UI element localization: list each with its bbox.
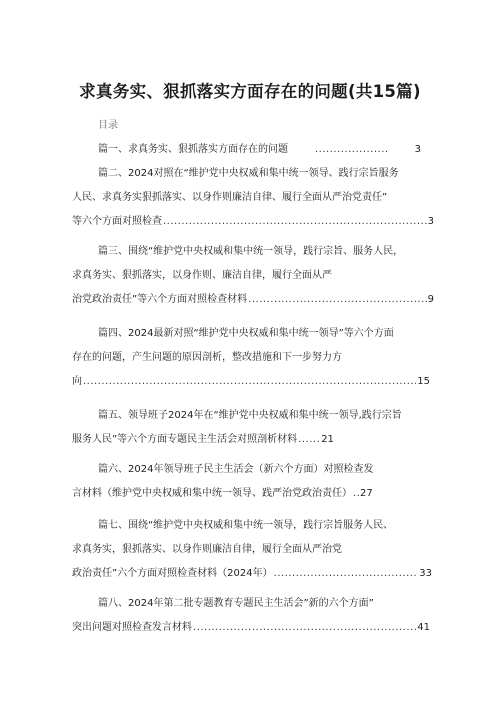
- toc-entry-line: 篇八、2024年第二批专题教育专题民主生活会”新的六个方面”: [98, 598, 374, 609]
- dot-leader: [163, 210, 427, 234]
- toc-entry-4[interactable]: [72, 322, 432, 394]
- document-title: 求真务实、狠抓落实方面存在的问题(共15篇): [79, 82, 421, 101]
- toc-entry-line: 篇六、2024年领导班子民主生活会（新六个方面）对照检查发: [98, 464, 374, 475]
- toc-entry-line: [72, 210, 434, 234]
- toc-page-number: 33: [419, 568, 432, 579]
- toc-entry-text: 服务人民”等六个方面专题民主生活会对照剖析材料: [72, 434, 298, 445]
- toc-entry-line: [72, 428, 432, 452]
- toc-entry-line: [72, 288, 434, 312]
- dot-leader: [248, 288, 426, 312]
- toc-entry-text: 篇一、求真务实、狠抓落实方面存在的问题: [98, 144, 288, 155]
- toc-entry-line: 求真务实，狠抓落实、以身作则廉洁自律，履行全面从严治党: [72, 544, 342, 555]
- toc-entry-line: [72, 616, 430, 640]
- toc-entry-text: 治党政治责任”等六个方面对照检查材料: [72, 294, 248, 305]
- toc-page-number: 21: [321, 434, 334, 445]
- toc-entry-5[interactable]: [72, 404, 432, 452]
- toc-page-number: 27: [360, 488, 373, 499]
- dot-leader: [353, 482, 359, 506]
- toc-entry-7[interactable]: [72, 514, 432, 586]
- toc-entry-line: [72, 482, 432, 506]
- toc-heading: 目录: [98, 120, 118, 131]
- toc-entry-line: [72, 138, 421, 162]
- dot-leader: [83, 370, 416, 394]
- dot-leader: [274, 562, 419, 586]
- toc-entry-6[interactable]: [72, 458, 432, 506]
- toc-entry-text: 政治责任”六个方面对照检查材料（2024年）: [72, 568, 273, 579]
- toc-page-number: 15: [417, 376, 430, 387]
- toc-entry-line: 篇二、2024对照在“维护党中央权威和集中统一领导、践行宗旨服务: [98, 168, 399, 179]
- toc-page-number: 3: [414, 144, 421, 155]
- toc-page-number: 3: [427, 216, 434, 227]
- toc-entry-3[interactable]: [72, 240, 432, 312]
- toc-entry-line: [72, 370, 430, 394]
- toc-entry-line: 求真务实、狠抓落实，以身作则、廉洁自律，履行全面从严: [72, 270, 332, 281]
- toc-entry-1[interactable]: [72, 138, 432, 162]
- dot-leader: [298, 428, 320, 452]
- toc-page-number: 41: [417, 622, 430, 633]
- toc-entry-line: 人民、求真务实狠抓落实、以身作则廉洁自律、履行全面从严治党责任”: [72, 192, 388, 203]
- toc-entry-line: 篇七、围绕“维护党中央权威和集中统一领导，践行宗旨服务人民、: [98, 520, 394, 531]
- toc-page-number: 9: [427, 294, 434, 305]
- toc-entry-2[interactable]: [72, 162, 432, 234]
- toc-entry-text: 突出问题对照检查发言材料: [72, 622, 192, 633]
- dot-leader: [289, 138, 388, 162]
- toc-entry-8[interactable]: [72, 592, 432, 640]
- toc-entry-line: 篇五、领导班子2024年在“维护党中央权威和集中统一领导,践行宗旨: [98, 410, 402, 421]
- dot-leader: [193, 616, 416, 640]
- toc-entry-text: 等六个方面对照检查: [72, 216, 162, 227]
- toc-entry-text: 言材料（维护党中央权威和集中统一领导、践严治党政治责任）: [72, 488, 352, 499]
- toc-entry-line: [72, 562, 432, 586]
- toc-entry-text: 向: [72, 376, 82, 387]
- toc-entry-line: 存在的问题，产生问题的原因剖析，整改措施和下一步努力方: [72, 352, 342, 363]
- toc-entry-line: 篇四、2024最新对照“维护党中央权威和集中统一领导”等六个方面: [98, 328, 394, 339]
- toc-entry-line: 篇三、围绕“维护党中央权威和集中统一领导，践行宗旨、服务人民，: [98, 246, 404, 257]
